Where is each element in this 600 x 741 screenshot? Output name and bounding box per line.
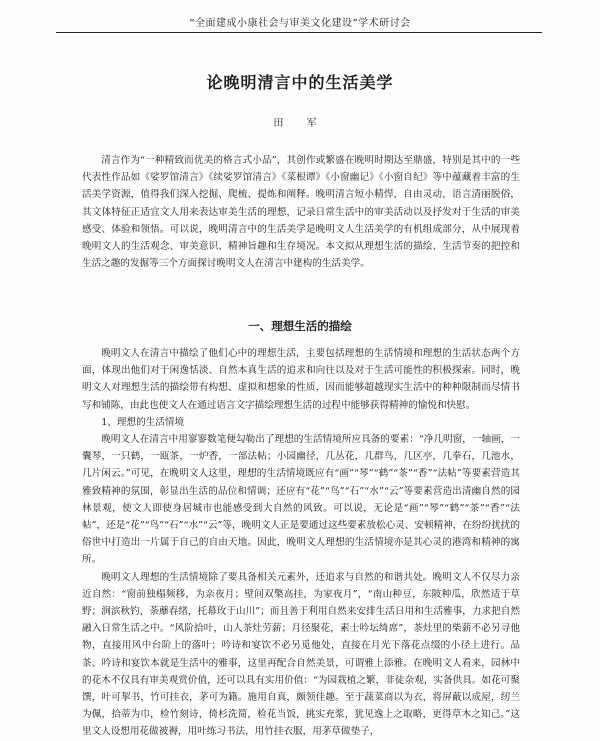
subsection-heading: 1、理想的生活情境 xyxy=(101,416,185,428)
abstract xyxy=(82,152,520,272)
body-paragraph-2: 晚明文人理想的生活情境除了要具备相关元素外，还追求与自然的和谐共处。晚明文人不仅尽力亲近自然：“窗前独榻频移，为亲夜月；壁间双檠高挂，为家夜月”，“南山种豆，东陂种瓜，欣然适于草野；涧滨秋钓，荼蘼春绪，托幕玫于山川”；而且善于利用自然来安排生活日用和生活雅事，力求把自然融入日常生活之中。“风阶拾叶，山人茶灶劳薪；月径聚花，素士吟坛绮席”，茶灶里的柴薪不必另寻他物，直接用风中台阶上的落叶；吟诗和宴饮不必另觅他处，直接在月光下落花点缀的小径上进行。品茶、吟诗和宴饮本就是生活中的雅事，这里再配合自然美景，可谓雅上添雅。在晚明文人看来，园林中的花木不仅具有审美观赏价值，还可以具有实用价值：“为园栽植之繁，非徒杂观，实备供具。如花可聚馔，叶可挈书，竹可挂衣，茅可为籍。施用自真，颇领佳趣。至于蔬菜商以为衣，将屏蔽以成屋，纫兰为佩，拾蒂为巾，检竹刻诗，倚杉洗简，检花当饭，挑实充浆，犹见逸上之取略，更得草木之知己。”这里文人设想用花做被褥，用叶练习书法，用竹挂衣服，用茅草做垫子， xyxy=(82,571,520,738)
section-body xyxy=(82,345,520,741)
paper-title: 论晚明清言中的生活美学 xyxy=(206,73,394,92)
running-header: “全面建成小康社会与审美文化建设”学术研讨会 xyxy=(189,18,411,29)
section-intro-paragraph: 晚明文人在清言中描绘了他们心中的理想生活，主要包括理想的生活情境和理想的生活状态两个方面，体现出他们对于闲逸恬淡、自然本真生活的追求和向往以及对于生活可能性的积极探索。同时，晚明文人对理想生活的描绘带有构想、虚拟和想象的性质，因而能够超越现实生活中的种种限制而尽情书写和铺陈，由此也使文人在通过语言文字描绘理想生活的过程中能够获得精神的愉悦和快慰。 xyxy=(82,348,520,411)
header-rule xyxy=(56,32,542,33)
body-paragraph-1: 晚明文人在清言中用寥寥数笔便勾勒出了理想的生活情境所应具备的要素：“净几明窗，一轴画，一囊琴，一只鹤，一瓯茶，一炉香，一部法帖；小园幽径，几丛花，几群鸟，几区亭，几拳石，几池水，几片闲云。”可见，在晚明文人这里，理想的生活情境既应有“画”“琴”“鹤”“茶”“香”“法帖”等要素营造其雅致精神的氛围，彰显出生活的品位和情调；还应有“花”“鸟”“石”“水”“云”等要素营造出清幽自然的园林景观，使文人即使身居城市也能感受到大自然的风致。可以说，无论是“画”“琴”“鹤”“茶”“香”“法帖”，还是“花”“鸟”“石”“水”“云”等，晚明文人正是要通过这些要素放松心灵、安顿精神，在纷纷扰扰的俗世中打造出一片属于自己的自由天地。因此，晚明文人理想的生活情境亦是其心灵的港湾和精神的寓所。 xyxy=(82,434,520,566)
abstract-paragraph: 清言作为“一种精致而优美的格言式小品”，其创作或繁盛在晚明时期达至鼎盛，特别是其中的一些代表性作品如《娑罗馆清言》《续娑罗馆清言》《菜根谭》《小窗幽记》《小窗自纪》等中蕴藏着丰富的生活美学资源，值得我们深入挖掘、爬梳、提炼和阐释。晚明清言短小精悍，自由灵动，语言清丽脱俗，其文体特征正适宜文人用来表达审美生活的理想，记录日常生活中的审美活动以及抒发对于生活的审美感受、体验和领悟。可以说，晚明清言中的生活美学是晚明文人生活美学的有机组成部分，从中展现着晚明文人的生活观念、审美意识、精神旨趣和生存境况。本文拟从理想生活的描绘、生活节奏的把控和生活之趣的发掘等三个方面探讨晚明文人在清言中建构的生活美学。 xyxy=(82,155,520,270)
author: 田 军 xyxy=(273,118,327,129)
section-heading: 一、理想生活的描绘 xyxy=(248,319,352,333)
